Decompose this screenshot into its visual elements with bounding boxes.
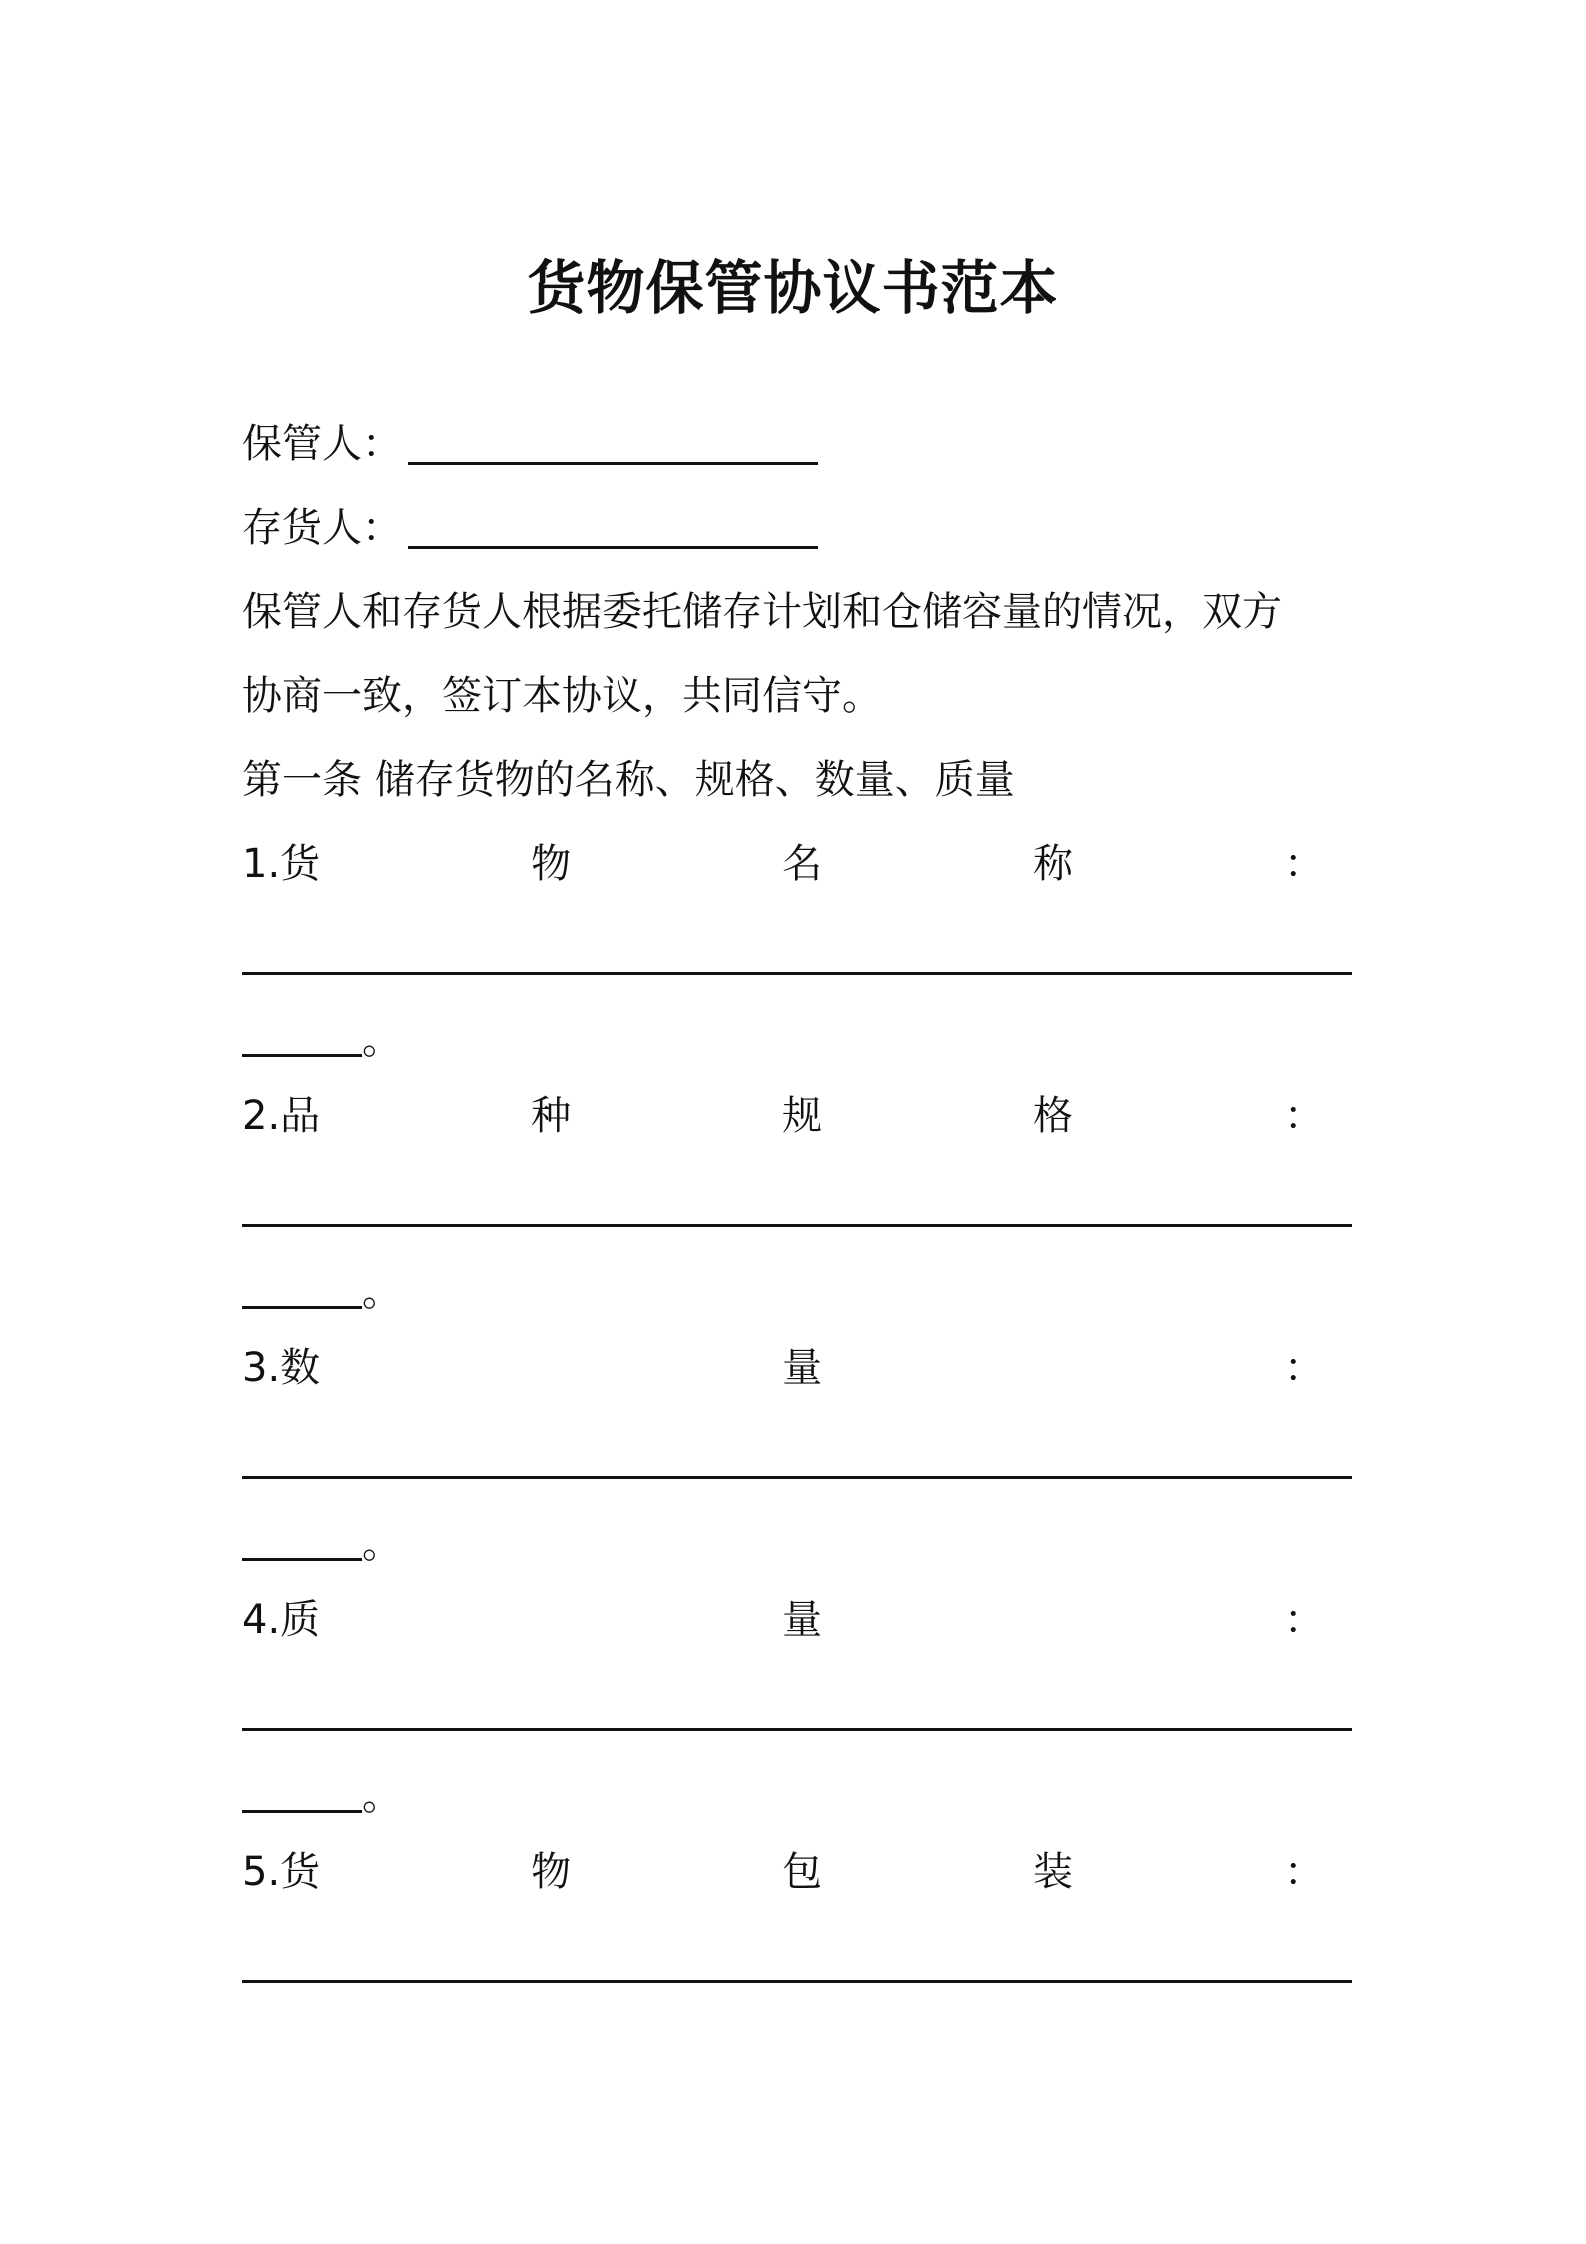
item-char: 4.质 xyxy=(242,1597,321,1643)
item-char: 物 xyxy=(531,841,572,887)
item-char: 装 xyxy=(1033,1849,1074,1895)
item-variety-spec xyxy=(242,1088,1352,1144)
end-mark: 。 xyxy=(362,1773,402,1819)
fill-in-rule[interactable] xyxy=(242,1980,1352,1983)
item-quality xyxy=(242,1592,1352,1648)
depositor-label: 存货人： xyxy=(242,505,402,551)
depositor-blank[interactable] xyxy=(408,500,818,549)
item-char: 种 xyxy=(531,1093,572,1139)
item-char: 物 xyxy=(531,1849,572,1895)
end-mark: 。 xyxy=(362,1521,402,1567)
short-fill-rule[interactable] xyxy=(242,1768,362,1813)
short-fill-rule[interactable] xyxy=(242,1012,362,1057)
document-title: 货物保管协议书范本 xyxy=(527,254,1059,322)
item-packaging xyxy=(242,1844,1352,1900)
custodian-label: 保管人： xyxy=(242,421,402,467)
item-char: ： xyxy=(1283,1597,1324,1643)
item-char: 5.货 xyxy=(242,1849,321,1895)
short-fill-rule[interactable] xyxy=(242,1264,362,1309)
end-mark: 。 xyxy=(362,1269,402,1315)
fill-in-rule[interactable] xyxy=(242,1224,1352,1227)
custodian-field xyxy=(242,416,1352,472)
fill-in-rule[interactable] xyxy=(242,972,1352,975)
article-1-heading: 第一条 储存货物的名称、规格、数量、质量 xyxy=(242,757,1015,803)
item-char: 1.货 xyxy=(242,841,321,887)
item-goods-name xyxy=(242,836,1352,892)
item-char: 量 xyxy=(782,1345,823,1391)
fill-in-rule[interactable] xyxy=(242,1728,1352,1731)
item-char: 规 xyxy=(782,1093,823,1139)
intro-line-2: 协商一致，签订本协议，共同信守。 xyxy=(242,673,882,719)
short-fill-rule[interactable] xyxy=(242,1516,362,1561)
intro-line-1: 保管人和存货人根据委托储存计划和仓储容量的情况，双方 xyxy=(242,589,1282,635)
item-char: 3.数 xyxy=(242,1345,321,1391)
item-char: 名 xyxy=(782,841,823,887)
item-char: ： xyxy=(1283,841,1324,887)
fill-in-rule[interactable] xyxy=(242,1476,1352,1479)
fill-in-end xyxy=(242,1264,402,1320)
item-char: ： xyxy=(1283,1849,1324,1895)
fill-in-end xyxy=(242,1012,402,1068)
item-char: 称 xyxy=(1033,841,1074,887)
item-char: 量 xyxy=(782,1597,823,1643)
item-char: 格 xyxy=(1033,1093,1074,1139)
item-char: 2.品 xyxy=(242,1093,321,1139)
item-quantity xyxy=(242,1340,1352,1396)
fill-in-end xyxy=(242,1768,402,1824)
depositor-field xyxy=(242,500,1352,556)
fill-in-end xyxy=(242,1516,402,1572)
item-char: ： xyxy=(1283,1093,1324,1139)
item-char: 包 xyxy=(782,1849,823,1895)
item-char: ： xyxy=(1283,1345,1324,1391)
end-mark: 。 xyxy=(362,1017,402,1063)
custodian-blank[interactable] xyxy=(408,416,818,465)
